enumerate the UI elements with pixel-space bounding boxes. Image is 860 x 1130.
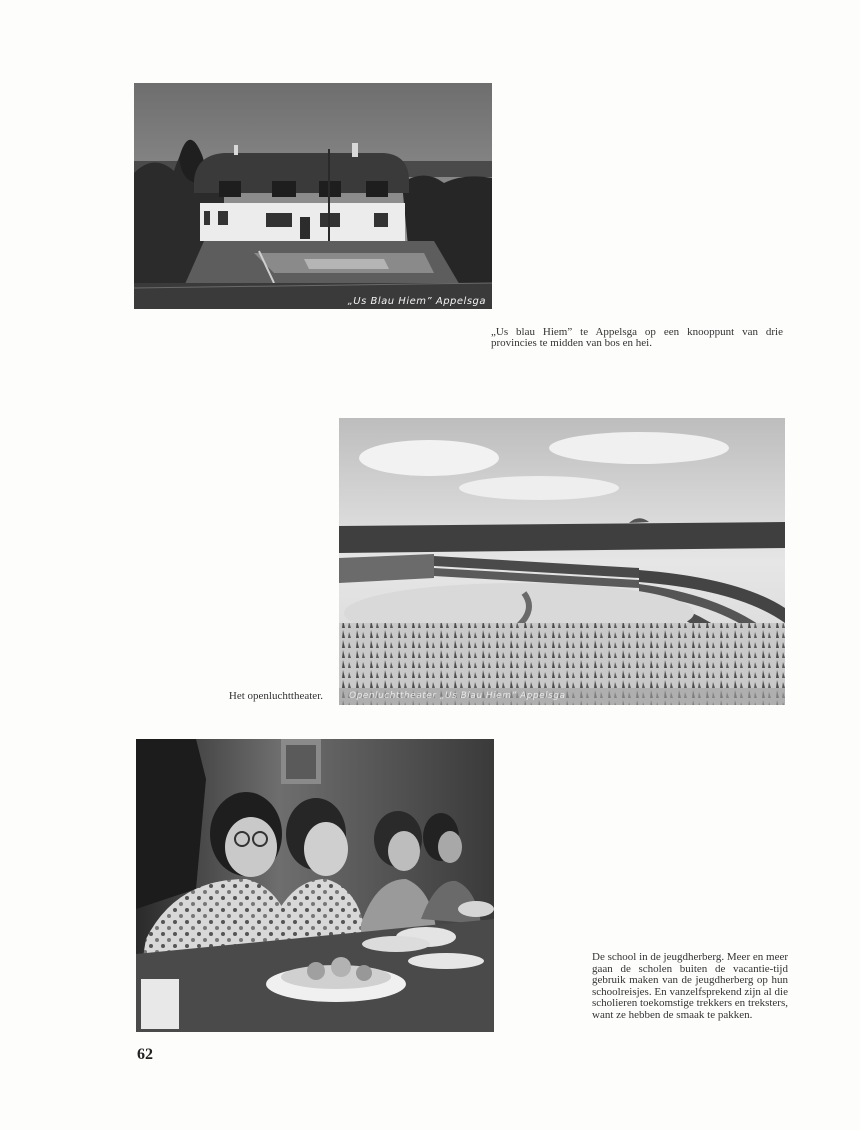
page-number: 62 <box>137 1046 153 1063</box>
farmhouse-image <box>134 83 492 309</box>
farmhouse-photo <box>134 83 492 309</box>
dining-image <box>136 739 494 1032</box>
dining-caption: De school in de jeugdherberg. Meer en meer gaan de scholen buiten de vacantie-tijd gebruik maken van de jeugdherberg op hun schoolreisjes. En vanzelfsprekend zijn al die scholieren toekomstige trekkers en treksters, want ze hebben de smaak te pakken. <box>592 951 788 1021</box>
theater-photo <box>339 418 785 705</box>
theater-photo-inscription: Openluchttheater „Us Blau Hiem” Appelsga <box>349 691 566 701</box>
farmhouse-caption: „Us blau Hiem” te Appelsga op een knooppunt van drie provincies te midden van bos en hei. <box>491 326 783 349</box>
dining-photo <box>136 739 494 1032</box>
theater-image <box>339 418 785 705</box>
farmhouse-photo-inscription: „Us Blau Hiem” Appelsga <box>347 296 486 307</box>
theater-caption: Het openluchttheater. <box>228 690 323 702</box>
